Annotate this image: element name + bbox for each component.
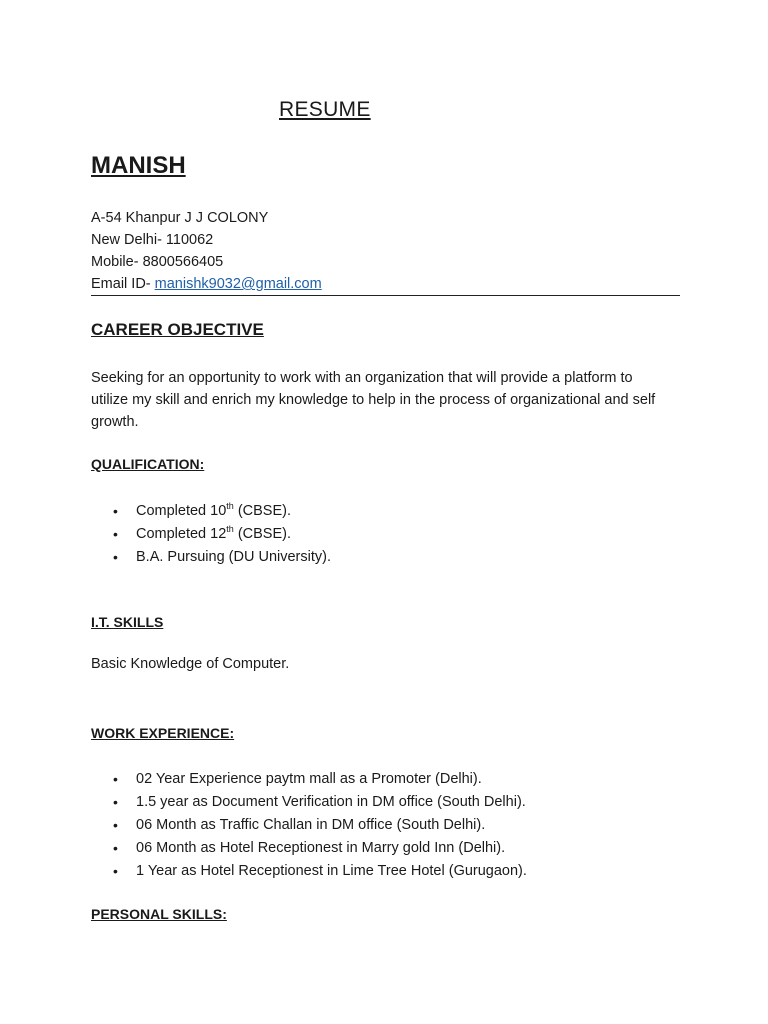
contact-block [91,207,322,295]
bullet-icon: • [113,794,118,810]
career-objective-heading: CAREER OBJECTIVE [91,320,264,339]
document-title: RESUME [279,98,371,121]
it-skills-heading: I.T. SKILLS [91,614,164,630]
qualification-list [91,500,331,569]
list-item: • B.A. Pursuing (DU University). [91,546,331,569]
list-item: • 1.5 year as Document Verification in DM office (South Delhi). [91,791,527,814]
address-line-2: New Delhi- 110062 [91,232,214,248]
bullet-icon: • [113,549,118,565]
list-item: • 1 Year as Hotel Receptionest in Lime Tree Hotel (Gurugaon). [91,860,527,883]
email-label: Email ID- [91,276,155,292]
work-experience-list [91,768,527,883]
it-skills-text: Basic Knowledge of Computer. [91,656,290,672]
address-line-1: A-54 Khanpur J J COLONY [91,210,269,226]
bullet-icon: • [113,840,118,856]
list-item: • Completed 12th (CBSE). [91,523,331,546]
bullet-icon: • [113,771,118,787]
list-item: • Completed 10th (CBSE). [91,500,331,523]
bullet-icon: • [113,526,118,542]
list-item: • 02 Year Experience paytm mall as a Promoter (Delhi). [91,768,527,791]
work-experience-heading: WORK EXPERIENCE: [91,725,235,741]
email-link[interactable]: manishk9032@gmail.com [154,276,322,292]
bullet-icon: • [113,817,118,833]
email-row [91,273,322,295]
bullet-icon: • [113,503,118,519]
list-item: • 06 Month as Hotel Receptionest in Marry gold Inn (Delhi). [91,837,527,860]
candidate-name: MANISH [91,152,186,179]
mobile-number: Mobile- 8800566405 [91,254,224,270]
personal-skills-heading: PERSONAL SKILLS: [91,906,227,922]
list-item: • 06 Month as Traffic Challan in DM office (South Delhi). [91,814,527,837]
qualification-heading: QUALIFICATION: [91,456,205,472]
header-divider [91,295,680,296]
career-objective-text: Seeking for an opportunity to work with an organization that will provide a platform to utilize my skill and enrich my knowledge to help in the process of organizational and self growth. [91,370,656,430]
bullet-icon: • [113,863,118,879]
